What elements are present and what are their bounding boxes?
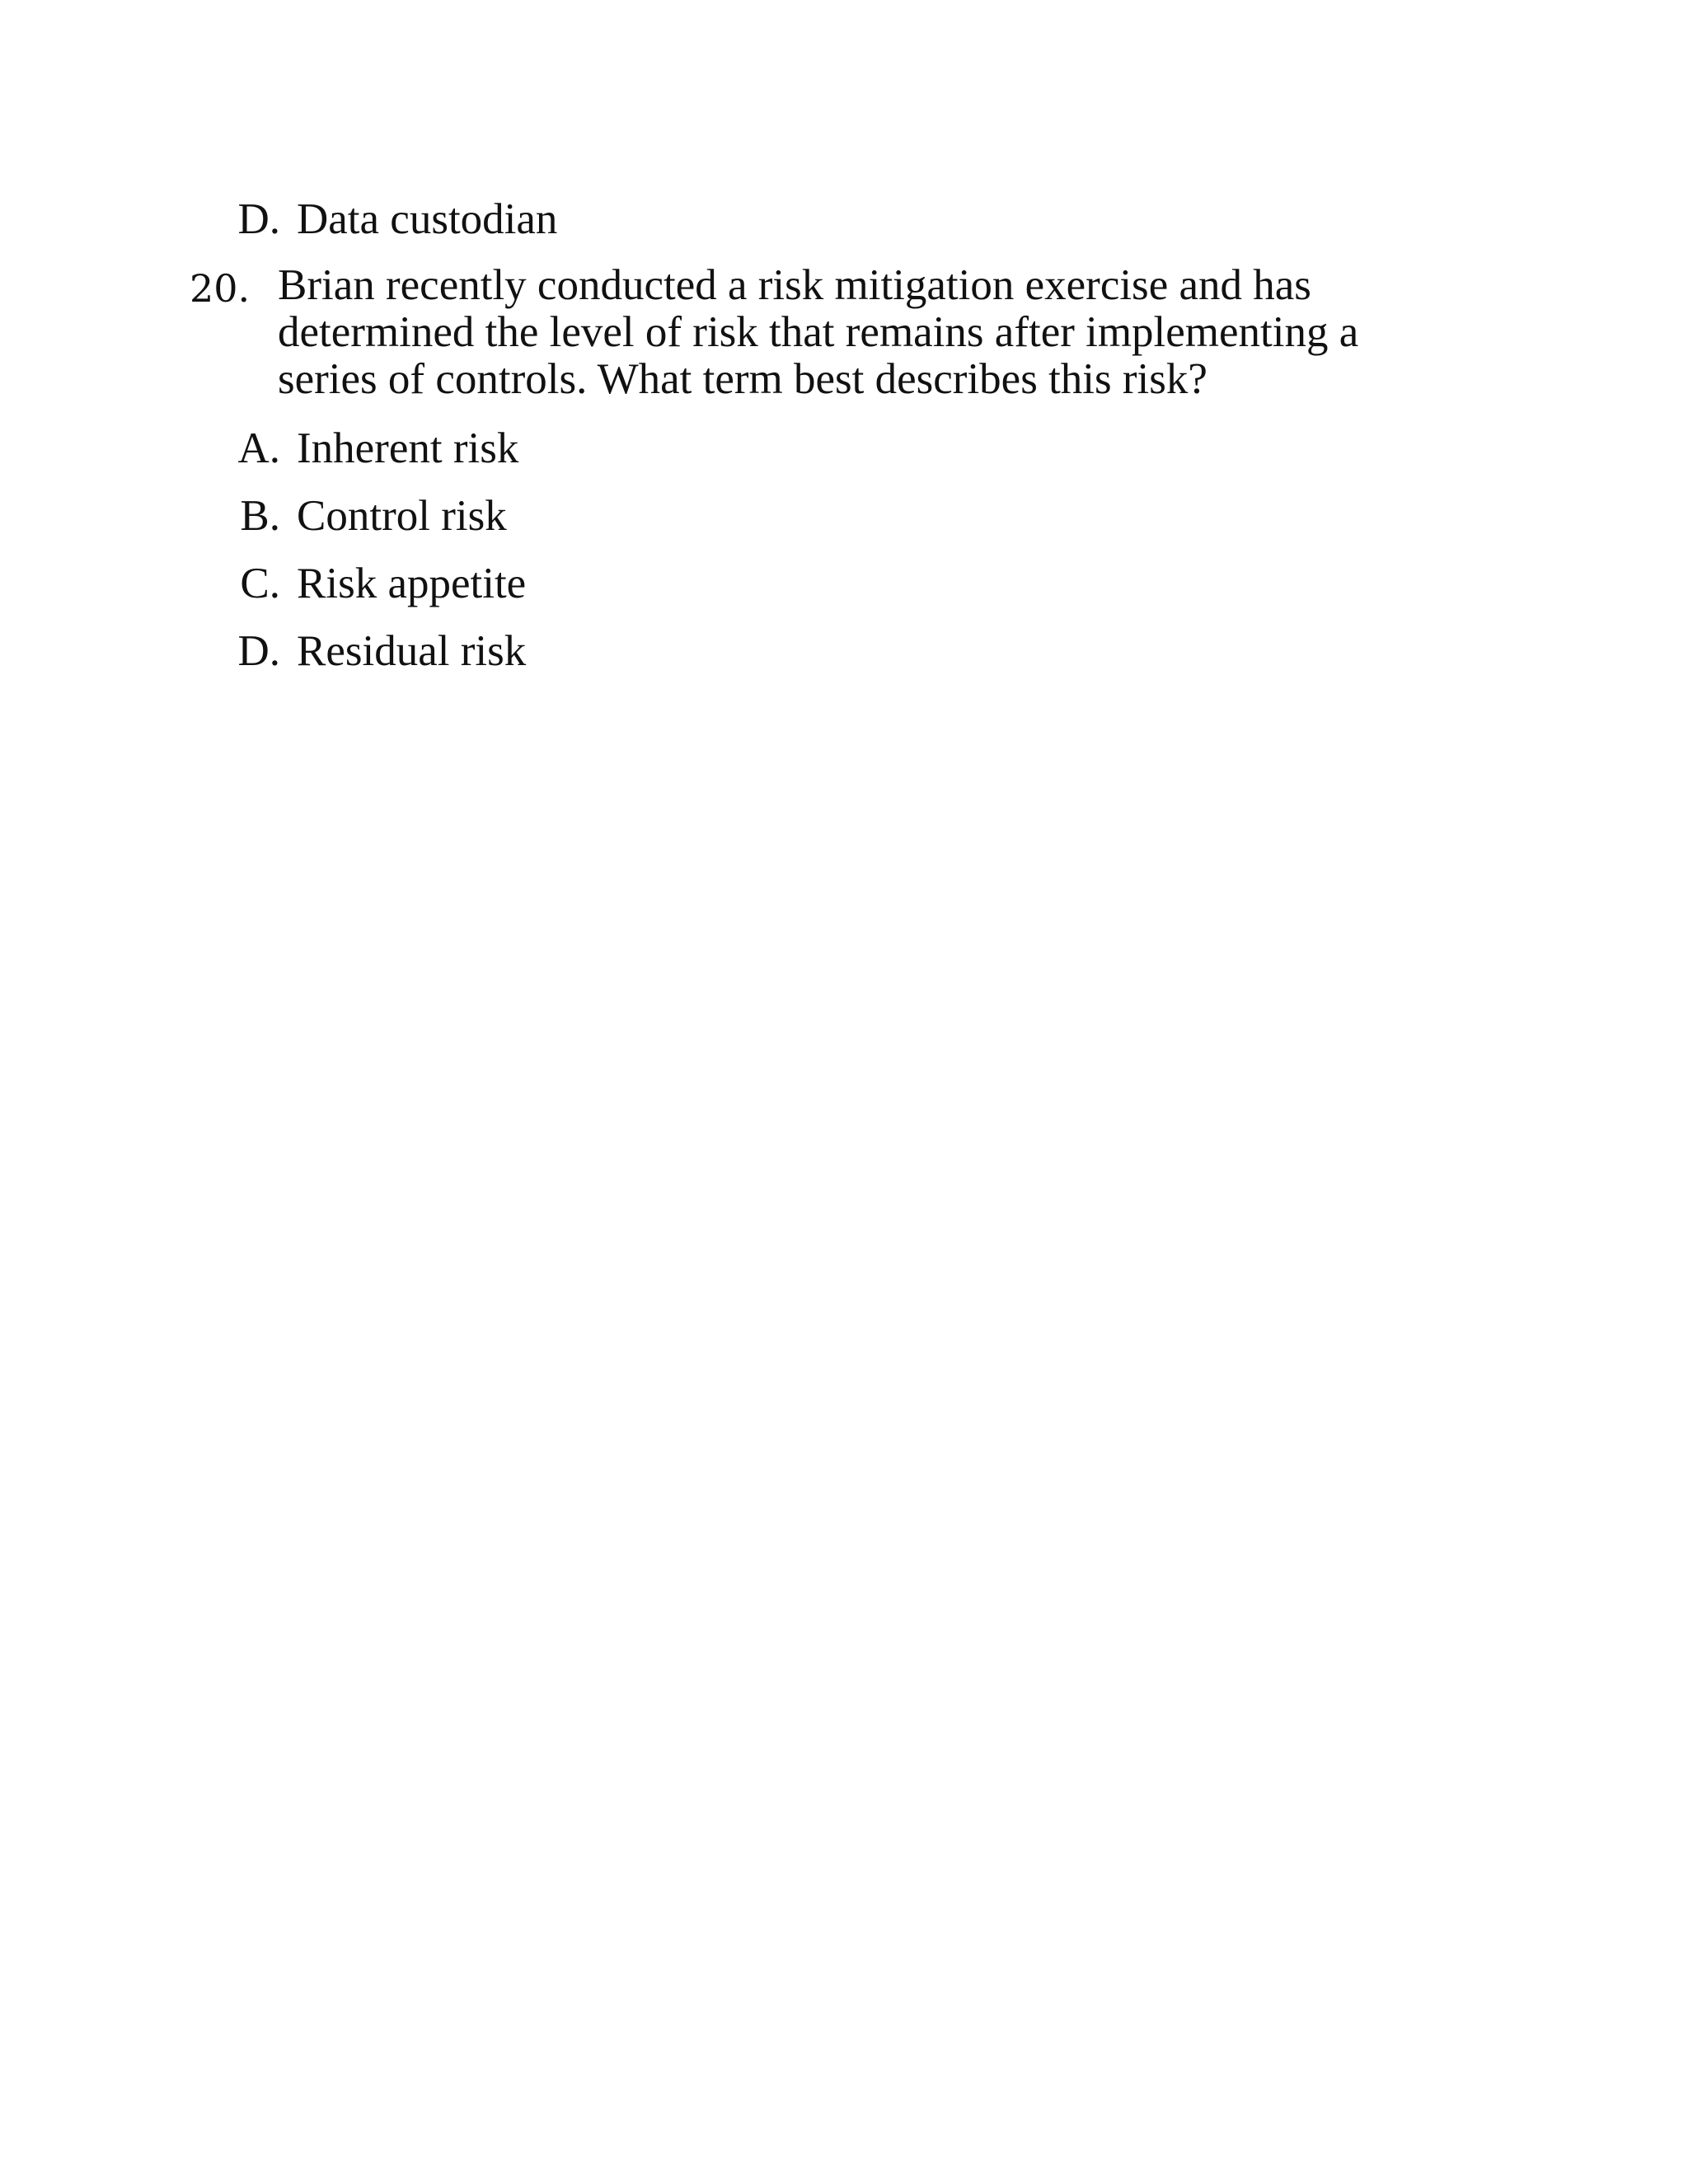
question-line: Brian recently conducted a risk mitigation exercise and has [278, 261, 1311, 309]
question-line: determined the level of risk that remains after implementing a [278, 308, 1359, 356]
option-letter: A. [237, 424, 280, 472]
option-letter: B. [240, 492, 280, 540]
option-letter: D. [237, 195, 280, 243]
question-text [278, 262, 1448, 403]
option-d [216, 628, 526, 674]
question-line: series of controls. What term best describes this risk? [278, 355, 1207, 403]
option-text: Inherent risk [297, 424, 519, 472]
option-c [216, 560, 526, 607]
question-number: 20. [190, 266, 251, 311]
option-text: Residual risk [297, 627, 527, 675]
option-letter: D. [237, 627, 280, 675]
option-text: Control risk [297, 492, 507, 540]
option-b [216, 493, 507, 539]
prev-option-d [216, 196, 557, 242]
option-text: Data custodian [297, 195, 558, 243]
option-a [216, 425, 518, 471]
option-letter: C. [240, 560, 280, 607]
option-text: Risk appetite [297, 560, 527, 607]
